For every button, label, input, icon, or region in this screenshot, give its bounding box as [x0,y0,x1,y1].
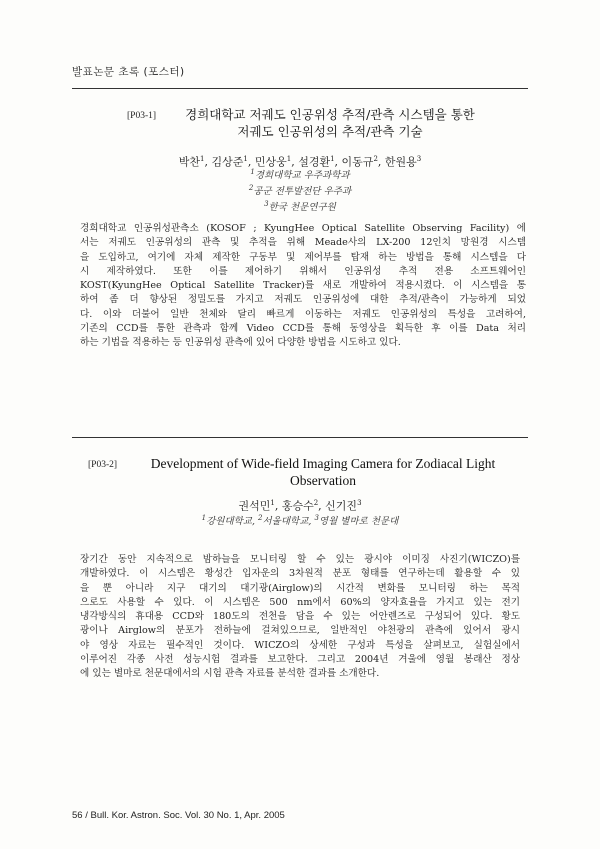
affiliation-mark: 1 [250,168,255,176]
abstract-line: 장기간 동안 지속적으로 밤하늘을 모니터링 할 수 있는 광시야 이미징 사진기(WICZO)를 [80,554,520,565]
abstract-line: 에 있는 별마로 천문대에서의 시험 관측 자료를 분석한 결과를 소개한다. [80,668,380,680]
top-divider [72,88,528,89]
author-affiliation-mark: 2 [313,499,319,507]
author-name: 신기진 [325,499,358,513]
paper2-title [128,455,518,489]
paper2-title-line: Development of Wide-field Imaging Camera for Zodiacal Light [150,456,496,471]
author-affiliation-mark: 1 [243,155,248,163]
affiliation-text: 영월 별마로 천문대 [318,516,399,528]
affiliation-text: 한국 천문연구원 [268,202,336,214]
author-name: 박찬 [178,155,200,169]
author-affiliation-mark: 3 [357,499,362,507]
abstract-line: 냉각방식의 휴대용 CCD와 180도의 전천을 담을 수 있는 어안렌즈로 구성되어 있다. 황도 [80,611,520,623]
abstract-line: 야 영상 자료는 필수적인 것이다. WICZO의 상세한 구성과 특성을 살펴보고, 실험실에서 [80,639,520,651]
abstract-line: 시 제작하였다. 또한 이를 제어하기 위해서 인공위성 추적 전용 소프트웨어인 [80,265,526,277]
author-name: 김상준 [211,155,244,169]
paper1-title-line: 저궤도 인공위성의 추적/관측 기술 [237,124,423,139]
affiliation [150,166,450,182]
author-separator: , [247,155,255,169]
author-affiliation-mark: 1 [270,499,275,507]
author-separator: , [274,499,282,513]
abstract-line: 서는 저궤도 인공위성의 관측 및 추적을 위해 Meade사의 LX-200 12인치 망원경 시스템 [80,237,526,249]
abstract-line: 으로도 사용할 수 있다. 이 시스템은 500 nm에서 60%의 양자효율을 가지고 있는 전기 [80,596,520,608]
abstract-line: KOST(KyungHee Optical Satellite Tracker)를 새로 개발하여 적용시켰다. 이 시스템을 통 [80,280,526,292]
affiliation-text: 강원대학교, [206,516,259,528]
author-name: 설경환 [298,155,331,169]
affiliation-mark: 3 [314,514,319,522]
affiliation-mark: 2 [248,184,254,193]
author-name: 이동규 [341,155,374,169]
paper1-id: [P03-1] [127,111,157,121]
paper2-id: [P03-2] [88,460,118,470]
affiliation [202,516,258,527]
paper1-affiliations [150,166,450,214]
affiliation [150,198,450,214]
abstract-line: 개발하였다. 이 시스템은 황성간 입자운의 3차원적 분포 형태를 연구하는데 활용할 수 있 [80,568,520,580]
abstract-line: 하는 기법을 적용하는 등 인공위성 관측에 있어 다양한 방법을 시도하고 있다. [80,337,401,349]
section-header: 발표논문 초록 (포스터) [72,66,185,78]
abstract-line: 기존의 CCD를 통한 관측과 함께 Video CCD를 통해 동영상을 획득한 후 이를 Data 처리 [80,323,526,335]
abstract-line: 하여 좀 더 향상된 정밀도를 가지고 저궤도 인공위성에 대한 추적/관측이 가능하게 되었 [80,294,526,306]
author-name: 민상웅 [254,155,287,169]
author-affiliation-mark: 1 [200,155,205,163]
affiliation [258,516,314,527]
author-separator: , [377,155,385,169]
page-footer: 56 / Bull. Kor. Astron. Soc. Vol. 30 No. 1, Apr. 2005 [72,810,285,821]
author-separator: , [204,155,212,169]
affiliation-mark: 1 [201,514,207,522]
author-name: 홍승수 [281,499,314,513]
paper2-affiliations [120,512,480,528]
affiliation-mark: 2 [258,514,263,522]
mid-divider [72,437,528,438]
abstract-line: 경희대학교 인공위성관측소 (KOSOF ; KyungHee Optical Satellite Observing Facility) 에 [80,223,526,234]
abstract-line: 광이나 Airglow의 분포가 전하늘에 걸쳐있으므로, 일반적인 야천광의 관측에 있어서 광시 [80,625,520,637]
paper1-title [150,106,510,140]
affiliation-text: 공군 전투발전단 우주과 [253,186,352,198]
abstract-line: 을 도입하고, 여기에 자체 제작한 구동부 및 제어부를 탑재 하는 방법을 통해 시스템을 다 [80,251,526,263]
affiliation [314,516,398,527]
author-name: 권석민 [238,499,271,513]
paper2-title-line: Observation [290,473,356,488]
author-separator: , [318,499,326,513]
author-affiliation-mark: 1 [286,155,292,163]
paper2-abstract [80,553,520,682]
author-separator: , [291,155,299,169]
affiliation [150,182,450,198]
paper1-title-line: 경희대학교 저궤도 인공위성 추적/관측 시스템을 통한 [185,107,475,122]
affiliation-text: 경희대학교 우주과학과 [254,170,350,182]
paper1-abstract [80,222,526,351]
author-affiliation-mark: 2 [373,155,378,163]
affiliation-mark: 3 [264,200,269,209]
author-name: 한원용 [384,155,417,169]
paper2-authors [150,496,450,514]
abstract-line: 다. 이와 더불어 일반 천체와 달리 빠르게 이동하는 저궤도 인공위성의 특성을 고려하여, [80,308,526,320]
author-separator: , [334,155,342,169]
abstract-line: 이루어진 각종 사전 성능시험 결과를 보고한다. 그리고 2004년 겨울에 영월 봉래산 정상 [80,654,520,666]
author-affiliation-mark: 1 [330,155,335,163]
affiliation-text: 서울대학교, [262,516,315,528]
abstract-line: 을 뿐 아니라 지구 대기의 대기광(Airglow)의 시간적 변화를 모니터링 하는 목적 [80,582,520,594]
author-affiliation-mark: 3 [416,155,422,163]
